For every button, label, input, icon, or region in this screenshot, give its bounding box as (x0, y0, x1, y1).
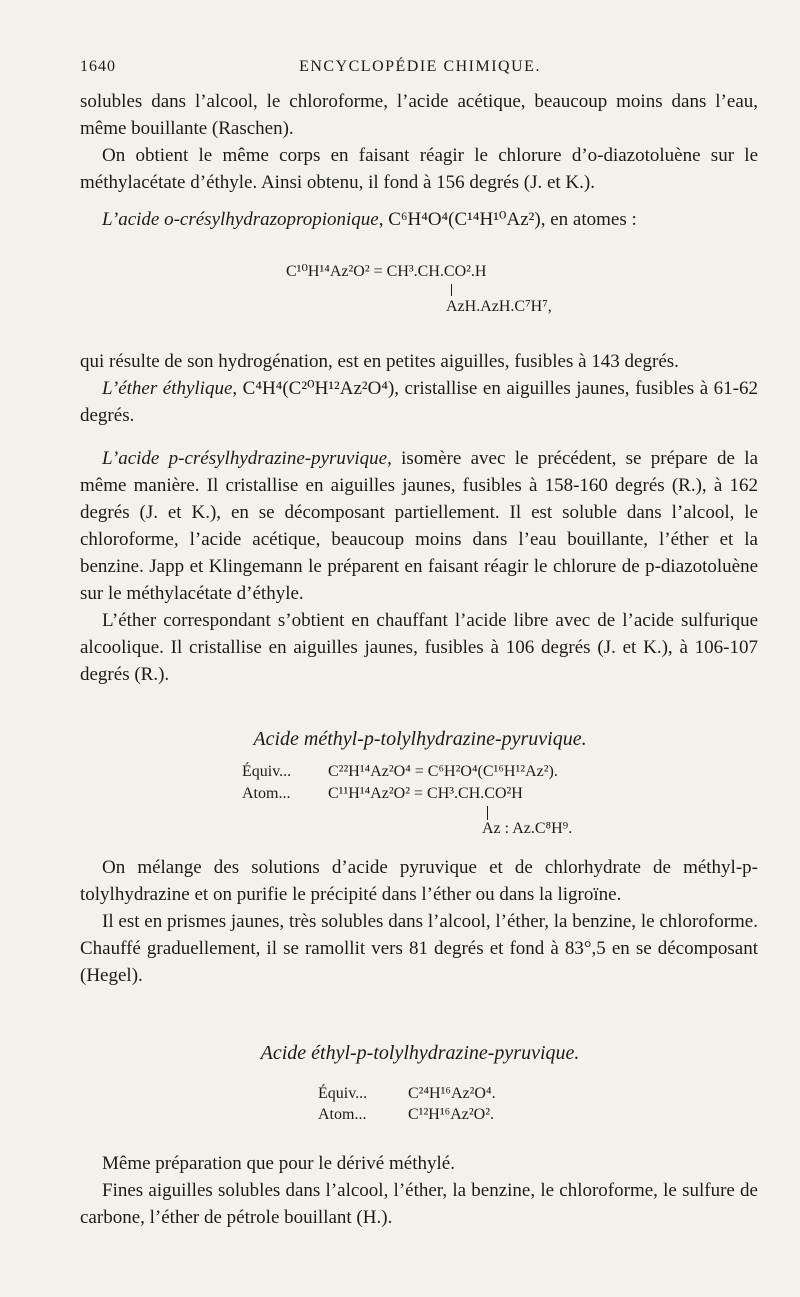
equiv-label-ethyl: Équiv... (318, 1085, 368, 1102)
text-block-1 (80, 88, 758, 233)
formula-main: C¹⁰H¹⁴Az²O² = CH³.CH.CO².H (286, 263, 487, 280)
paragraph-mixing: On mélange des solutions d’acide pyruvique et de chlorhydrate de méthyl-p-tolylhydrazine et on purifie le précipité dans l’éther ou dans la ligroïne. (80, 857, 758, 905)
compound-name: L’acide o-crésylhydrazopropionique (102, 209, 379, 230)
formula-branch-text: AzH.AzH.C⁷H⁷, (446, 298, 552, 315)
atom-formula-methyl: C¹¹H¹⁴Az²O² = CH³.CH.CO²H (328, 785, 523, 802)
page-number: 1640 (80, 58, 116, 75)
p-cresyl-description: , isomère avec le précédent, se prépare de la même manière. Il cristallise en aiguilles jaunes, fusibles à 158-160 degrés (R.), à 162 degrés (J. et K.), en se décomposant partiellement. Il est soluble dans l’alcool, le chloroforme, l’acide acétique, beaucoup moins dans l’eau bouillante, l’éther et la benzine. Japp et Klingemann le préparent en faisant réagir le chlorure de p-diazotoluène sur le méthylacétate d’éthyle. (80, 448, 758, 604)
ether-name: L’éther éthylique (102, 378, 233, 399)
text-block-2 (80, 348, 758, 688)
equiv-formula-ethyl: C²⁴H¹⁶Az²O⁴. (408, 1085, 496, 1102)
atom-bond-line (487, 806, 488, 820)
paragraph-hydrazopropionic (80, 206, 758, 233)
compound-formula-text: , C⁶H⁴O⁴(C¹⁴H¹⁰Az²), en atomes : (378, 209, 637, 230)
section-title-methyl: Acide méthyl-p-tolylhydrazine-pyruvique. (253, 728, 587, 750)
running-title: ENCYCLOPÉDIE CHIMIQUE. (299, 58, 541, 75)
formula-bond-line (451, 284, 452, 296)
paragraph-p-cresyl (80, 445, 758, 607)
atom-label-ethyl: Atom... (318, 1106, 367, 1123)
paragraph-corresponding-ether: L’éther correspondant s’obtient en chauffant l’acide libre avec de l’acide sulfurique alcoolique. Il cristallise en aiguilles jaunes, fusibles à 106 degrés (J. et K.), à 106-107 degrés (R.). (80, 610, 758, 685)
equiv-label-methyl: Équiv... (242, 763, 292, 780)
page-header (80, 58, 760, 82)
atom-branch-methyl: Az : Az.C⁸H⁹. (482, 820, 573, 837)
paragraph-preparation: On obtient le même corps en faisant réagir le chlorure d’o-diazotoluène sur le méthylacétate d’éthyle. Ainsi obtenu, il fond à 156 degrés (J. et K.). (80, 145, 758, 193)
text-block-4 (80, 1150, 758, 1231)
atom-formula-ethyl: C¹²H¹⁶Az²O². (408, 1106, 494, 1123)
paragraph-same-preparation: Même préparation que pour le dérivé méthylé. (102, 1153, 455, 1174)
paragraph-ethyl-ether (80, 375, 758, 429)
formula-hydrazopropionic (286, 262, 486, 282)
text-block-3 (80, 854, 758, 989)
section-title-ethyl: Acide éthyl-p-tolylhydrazine-pyruvique. (260, 1042, 580, 1064)
paragraph-fine-needles: Fines aiguilles solubles dans l’alcool, l’éther, la benzine, le chloroforme, le sulfure de carbone, l’éther de pétrole bouillant (H.). (80, 1180, 758, 1228)
p-cresyl-name: L’acide p-crésylhydrazine-pyruvique (102, 448, 388, 469)
atom-label-methyl: Atom... (242, 785, 291, 802)
paragraph-hydrogenation: qui résulte de son hydrogénation, est en petites aiguilles, fusibles à 143 degrés. (80, 351, 679, 372)
equiv-formula-methyl: C²²H¹⁴Az²O⁴ = C⁶H²O⁴(C¹⁶H¹²Az²). (328, 763, 558, 780)
paragraph-prisms: Il est en prismes jaunes, très solubles dans l’alcool, l’éther, la benzine, le chloroforme. Chauffé graduellement, il se ramollit vers 81 degrés et fond à 83°,5 en se décomposant (Hegel). (80, 911, 758, 986)
paragraph-solubility: solubles dans l’alcool, le chloroforme, l’acide acétique, beaucoup moins dans l’eau, même bouillante (Raschen). (80, 91, 758, 139)
ether-description: , C⁴H⁴(C²⁰H¹²Az²O⁴), cristallise en aiguilles jaunes, fusibles à 61-62 degrés. (80, 378, 758, 426)
formula-branch (446, 297, 552, 317)
